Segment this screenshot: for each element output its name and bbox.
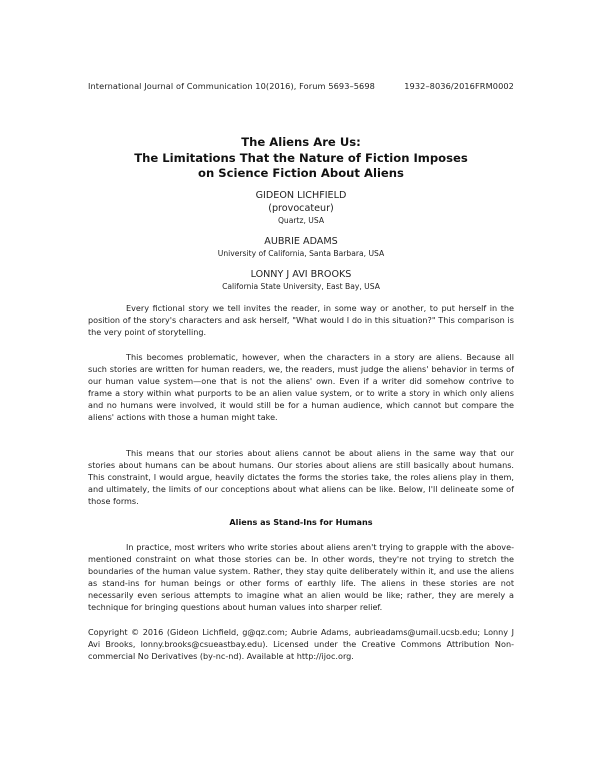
section-heading: Aliens as Stand-Ins for Humans [229,517,373,527]
title-line-3: on Science Fiction About Aliens [198,166,404,180]
author-2 [88,236,514,259]
author-name: GIDEON LICHFIELD [255,190,347,201]
section-paragraph: In practice, most writers who write stories about aliens aren't trying to grapple with the above-mentioned constraint on what those stories can be. In other words, they're not trying to stretch the boundaries of the human value system. Rather, they stay quite deliberately within it, and use the aliens as stand-ins for human beings or other forms of earthly life. The aliens in these stories are not necessarily even serious attempts to imagine what an alien would be like; rather, they are merely a technique for bringing questions about human values into sharper relief. [88,542,514,612]
title-line-2: The Limitations That the Nature of Fiction Imposes [134,150,468,165]
title-line-1: The Aliens Are Us: [241,135,361,149]
author-affiliation: University of California, Santa Barbara, USA [217,249,385,258]
article-title [88,135,514,182]
author-3 [88,269,514,292]
running-header [88,81,514,91]
author-name: AUBRIE ADAMS [264,236,338,247]
author-role: (provocateur) [268,203,334,214]
author-affiliation: Quartz, USA [277,216,325,225]
copyright-notice: Copyright © 2016 (Gideon Lichfield, g@qz.com; Aubrie Adams, aubrieadams@umail.ucsb.edu; Lonny J Avi Brooks, lonny.brooks@csueastbay.edu). Licensed under the Creative Commons Attribution Non-commercial No Derivatives (by-nc-nd). Available at http://ijoc.org. [88,627,514,661]
body-paragraph-2: This becomes problematic, however, when the characters in a story are aliens. Because all such stories are written for human readers, we, the readers, must judge the aliens' behavior in terms of our human value system—one that is not the aliens' own. Even if a writer did somehow contrive to frame a story within what purports to be an alien value system, or to write a story in which only aliens and no humans were involved, it would still be for a human audience, which cannot but compare the aliens' actions with those a human might take. [88,352,514,422]
journal-citation: International Journal of Communication 10(2016), Forum 5693–5698 [88,81,375,91]
author-name: LONNY J AVI BROOKS [250,269,352,280]
author-1 [88,190,514,226]
body-paragraph-1: Every fictional story we tell invites the reader, in some way or another, to put herself in the position of the story's characters and ask herself, "What would I do in this situation?" This comparison is the very point of storytelling. [88,303,514,337]
author-affiliation: California State University, East Bay, USA [222,282,380,291]
body-paragraph-3: This means that our stories about aliens cannot be about aliens in the same way that our stories about humans can be about humans. Our stories about aliens are still basically about humans. This constraint, I would argue, heavily dictates the forms the stories take, the roles aliens play in them, and ultimately, the limits of our conceptions about what aliens can be like. Below, I'll delineate some of those forms. [88,448,514,506]
article-id: 1932–8036/2016FRM0002 [404,81,514,91]
